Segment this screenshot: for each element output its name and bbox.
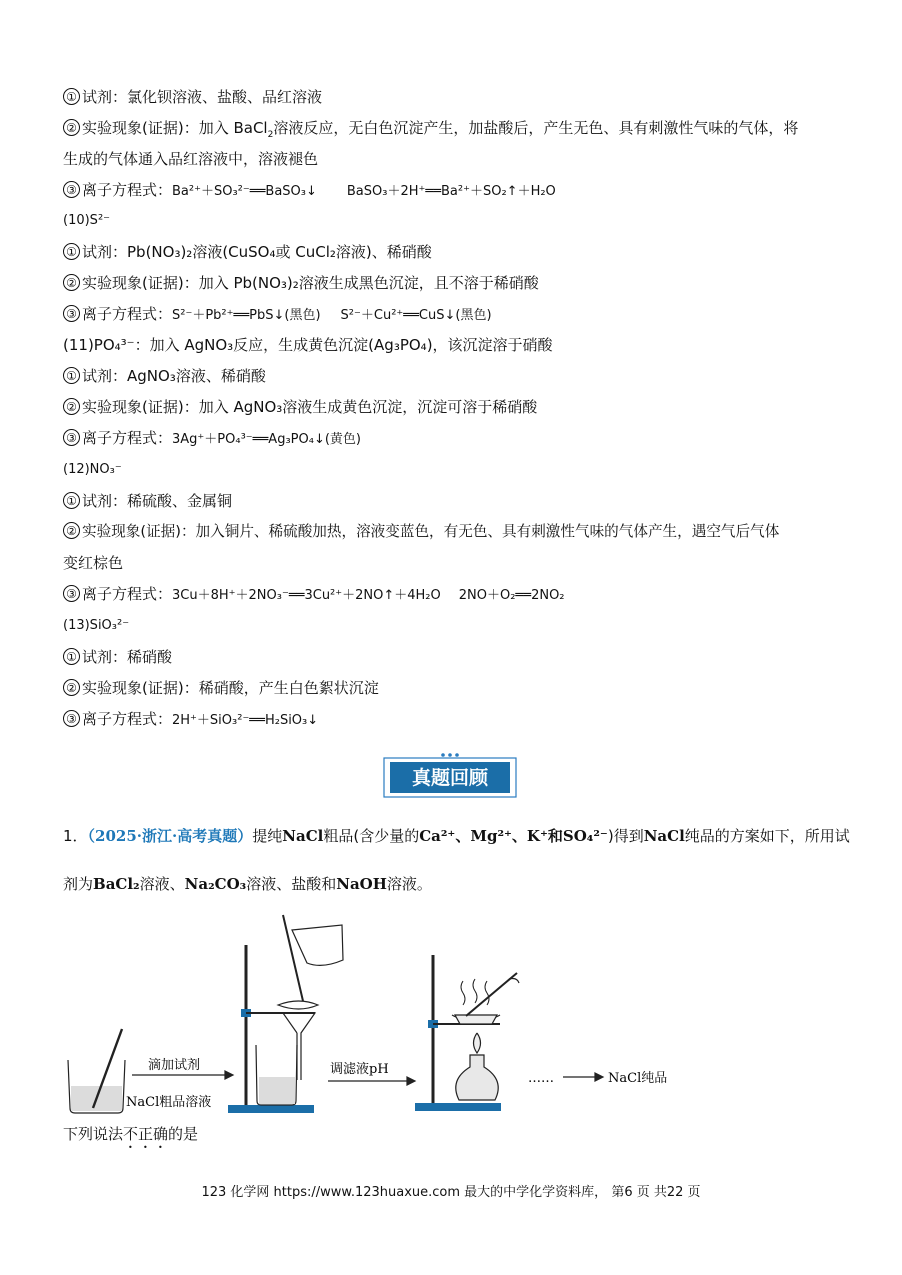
s10-title: (10)S²⁻ <box>63 213 111 228</box>
stand-base-2 <box>415 1103 501 1111</box>
s12-equation: ③ 离子方程式：3Cu＋8H⁺＋2NO₃⁻══3Cu²⁺＋2NO↑＋4H₂O 2NO＋O₂══2NO₂ <box>63 584 565 606</box>
section-banner <box>383 752 517 798</box>
s9-equation: ③ 离子方程式：Ba²⁺＋SO₃²⁻══BaSO₃↓ BaSO₃＋2H⁺══Ba²⁺＋SO₂↑＋H₂O <box>63 180 556 202</box>
circle-2: ② <box>63 119 80 136</box>
page-footer: 123 化学网 https://www.123huaxue.com 最大的中学化学资料库， 第6 页 共22 页 <box>201 1185 701 1200</box>
s10-reagent: ① 试剂：Pb(NO₃)₂溶液(CuSO₄或 CuCl₂溶液)、稀硝酸 <box>63 242 432 262</box>
question-1-line1: 1．（2025·浙江·高考真题）提纯NaCl粗品(含少量的Ca²⁺、Mg²⁺、K⁺和SO₄²⁻)得到NaCl纯品的方案如下，所用试 <box>63 827 850 845</box>
question-1-line2: 剂为BaCl₂溶液、Na₂CO₃溶液、盐酸和NaOH溶液。 <box>63 875 432 893</box>
s11-equation: ③ 离子方程式：3Ag⁺＋PO₄³⁻══Ag₃PO₄↓(黄色) <box>63 428 361 450</box>
s10-equation: ③ 离子方程式：S²⁻＋Pb²⁺══PbS↓(黑色) S²⁻＋Cu²⁺══CuS↓(黑色) <box>63 304 492 326</box>
s11-reagent: ① 试剂：AgNO₃溶液、稀硝酸 <box>63 366 266 386</box>
s11-phenomenon: ② 实验现象(证据)：加入 AgNO₃溶液生成黄色沉淀，沉淀可溶于稀硝酸 <box>63 397 537 417</box>
s13-title: (13)SiO₃²⁻ <box>63 618 130 633</box>
s9-phenomenon-cont: 生成的气体通入品红溶液中，溶液褪色 <box>63 150 319 168</box>
pouring-beaker <box>292 925 343 965</box>
label-pure-nacl: NaCl纯品 <box>608 1071 668 1086</box>
question-source: （2025·浙江·高考真题） <box>87 827 253 845</box>
label-adjust-ph: 调滤液pH <box>330 1062 389 1077</box>
apparatus-diagram <box>60 905 720 1120</box>
banner-title: 真题回顾 <box>411 767 489 789</box>
s13-equation: ③ 离子方程式：2H⁺＋SiO₃²⁻══H₂SiO₃↓ <box>63 709 318 731</box>
s13-reagent: ① 试剂：稀硝酸 <box>63 647 172 667</box>
label-ellipsis: …… <box>528 1071 554 1086</box>
s12-phenomenon-cont: 变红棕色 <box>63 554 124 572</box>
question-stem: 下列说法不正确的是 <box>63 1125 199 1143</box>
circle-3: ③ <box>63 181 80 198</box>
flame <box>474 1033 481 1053</box>
s12-title: (12)NO₃⁻ <box>63 462 122 477</box>
label-add-reagent: 滴加试剂 <box>148 1058 201 1073</box>
alcohol-lamp <box>456 1055 498 1100</box>
s9-phenomenon: ② 实验现象(证据)：加入 BaCl$_2$溶液反应，无白色沉淀产生，加盐酸后，产生无色、具有刺激性气味的气体，将 <box>63 118 798 145</box>
s12-phenomenon: ② 实验现象(证据)：加入铜片、稀硫酸加热，溶液变蓝色，有无色、具有刺激性气味的气体产生，遇空气后气体 <box>63 522 779 542</box>
circle-1: ① <box>63 88 80 105</box>
s9-reagent: ① 试剂：氯化钡溶液、盐酸、品红溶液 <box>63 87 322 107</box>
s13-phenomenon: ② 实验现象(证据)：稀硝酸，产生白色絮状沉淀 <box>63 678 379 698</box>
s12-reagent: ① 试剂：稀硫酸、金属铜 <box>63 491 232 511</box>
stand-base-1 <box>228 1105 314 1113</box>
label-crude-solution: NaCl粗品溶液 <box>126 1095 212 1110</box>
s10-phenomenon: ② 实验现象(证据)：加入 Pb(NO₃)₂溶液生成黑色沉淀，且不溶于稀硝酸 <box>63 273 539 293</box>
s11-title: (11)PO₄³⁻：加入 AgNO₃反应，生成黄色沉淀(Ag₃PO₄)，该沉淀溶于硝酸 <box>63 336 553 354</box>
